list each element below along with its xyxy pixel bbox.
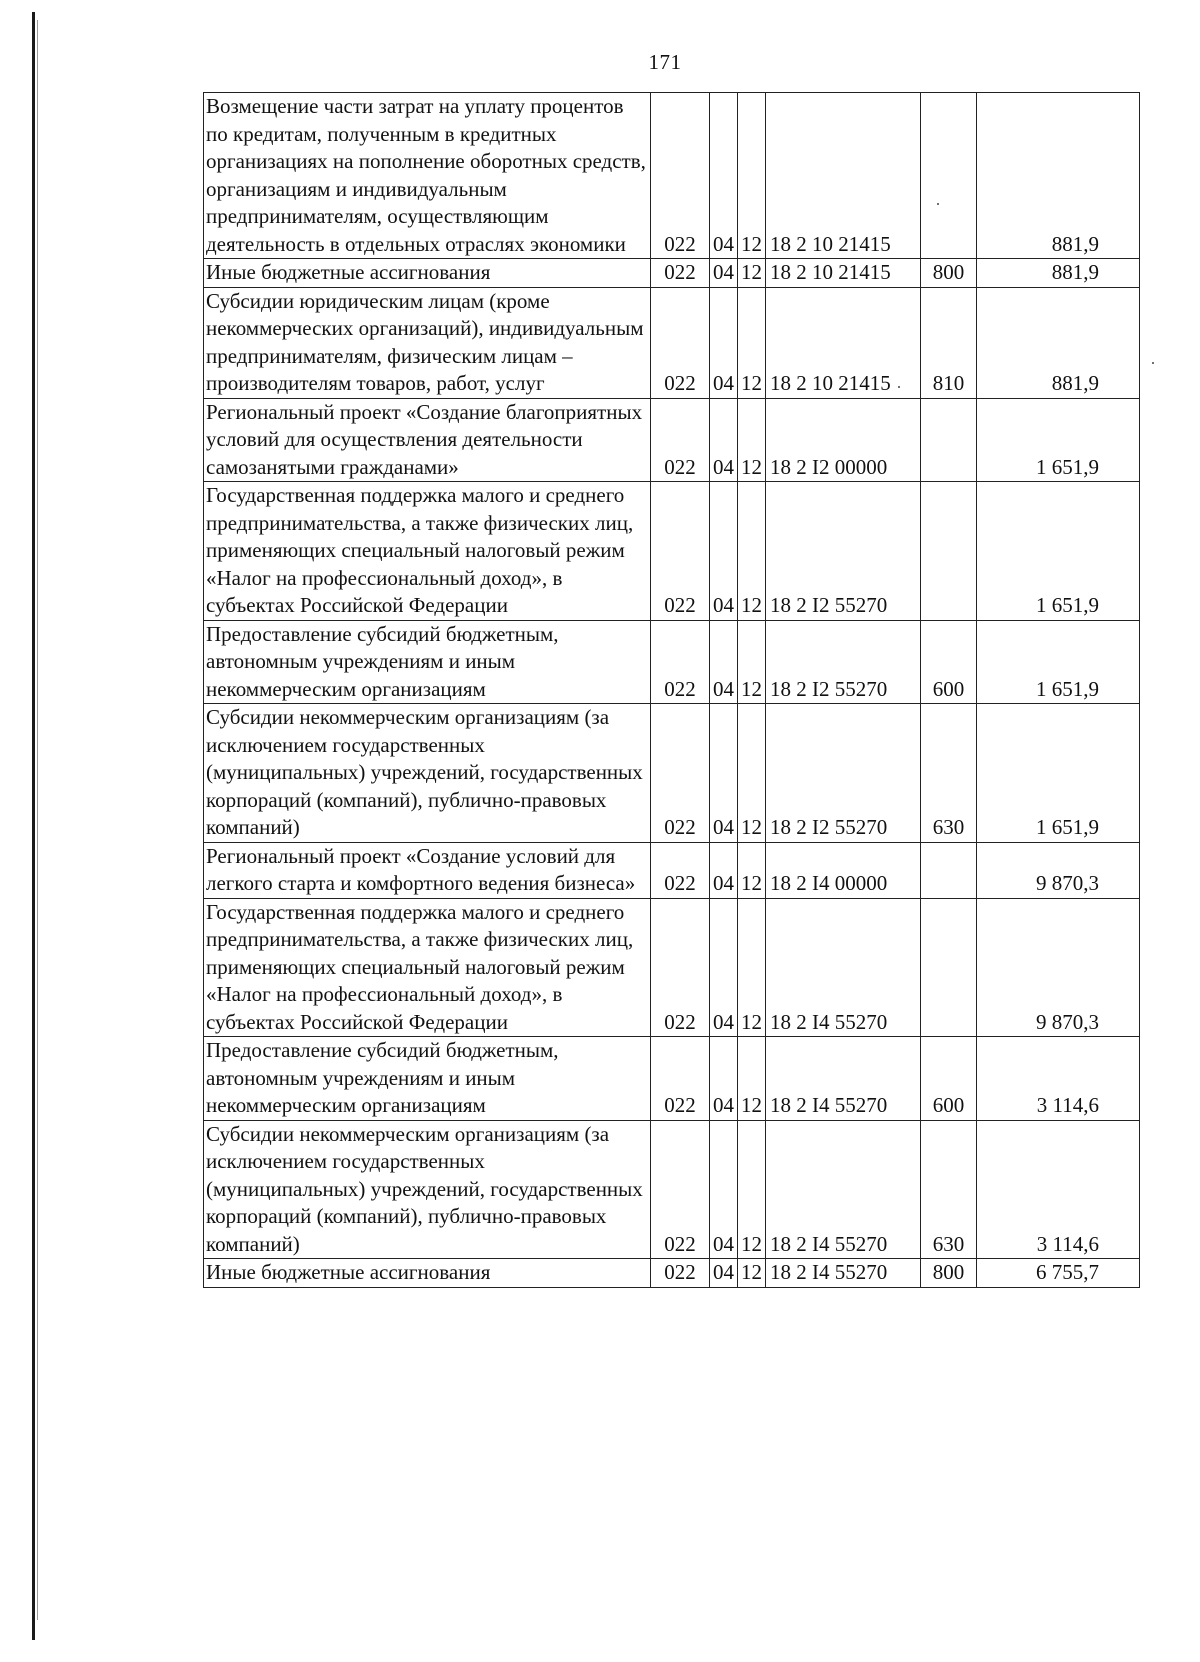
section-code-cell: 04 [710, 1120, 738, 1259]
table-row [204, 1037, 1140, 1121]
row-name-cell: Иные бюджетные ассигнования [204, 1259, 651, 1288]
row-name-cell: Субсидии юридическим лицам (кроме некоммерческих организаций), индивидуальным предпринимателям, физическим лицам – производителям товаров, работ, услуг [204, 287, 651, 398]
department-code-cell: 022 [651, 620, 710, 704]
expense-type-code-cell: 600 [921, 620, 977, 704]
department-code-cell: 022 [651, 1037, 710, 1121]
target-item-code-cell: 18 2 I4 55270 [766, 898, 921, 1037]
table-row [204, 398, 1140, 482]
row-name-cell: Субсидии некоммерческим организациям (за исключением государственных (муниципальных) учреждений, государственных корпораций (компаний), публично-правовых компаний) [204, 1120, 651, 1259]
expense-type-code-cell [921, 898, 977, 1037]
target-item-code-cell: 18 2 I4 55270 [766, 1037, 921, 1121]
section-code-cell: 04 [710, 398, 738, 482]
section-code-cell: 04 [710, 482, 738, 621]
department-code-cell: 022 [651, 398, 710, 482]
table-body [204, 93, 1140, 1288]
target-item-code-cell: 18 2 I4 55270 [766, 1120, 921, 1259]
target-item-code-cell: 18 2 I4 55270 [766, 1259, 921, 1288]
target-item-code-cell: 18 2 I4 00000 [766, 842, 921, 898]
subsection-code-cell: 12 [738, 93, 766, 259]
table-row [204, 704, 1140, 843]
amount-cell: 9 870,3 [977, 898, 1140, 1037]
amount-cell: 3 114,6 [977, 1037, 1140, 1121]
department-code-cell: 022 [651, 898, 710, 1037]
expense-type-code-cell: 800 [921, 259, 977, 288]
expense-type-code-cell [921, 842, 977, 898]
section-code-cell: 04 [710, 704, 738, 843]
target-item-code-cell: 18 2 I2 55270 [766, 620, 921, 704]
subsection-code-cell: 12 [738, 1037, 766, 1121]
target-item-code-cell: 18 2 I2 55270 [766, 482, 921, 621]
row-name-cell: Субсидии некоммерческим организациям (за исключением государственных (муниципальных) учреждений, государственных корпораций (компаний), публично-правовых компаний) [204, 704, 651, 843]
expense-type-code-cell: 800 [921, 1259, 977, 1288]
amount-cell: 9 870,3 [977, 842, 1140, 898]
subsection-code-cell: 12 [738, 398, 766, 482]
target-item-code-cell: 18 2 I2 55270 [766, 704, 921, 843]
expense-type-code-cell [921, 398, 977, 482]
amount-cell: 881,9 [977, 93, 1140, 259]
department-code-cell: 022 [651, 287, 710, 398]
table-row [204, 842, 1140, 898]
table-row [204, 287, 1140, 398]
department-code-cell: 022 [651, 842, 710, 898]
subsection-code-cell: 12 [738, 1259, 766, 1288]
target-item-code-cell: 18 2 10 21415 [766, 93, 921, 259]
section-code-cell: 04 [710, 259, 738, 288]
department-code-cell: 022 [651, 1259, 710, 1288]
binding-edge-shadow [37, 20, 38, 1620]
amount-cell: 3 114,6 [977, 1120, 1140, 1259]
section-code-cell: 04 [710, 93, 738, 259]
expense-type-code-cell: 630 [921, 1120, 977, 1259]
table-row [204, 1120, 1140, 1259]
binding-edge-line [32, 12, 35, 1640]
subsection-code-cell: 12 [738, 482, 766, 621]
expense-type-code-cell [921, 482, 977, 621]
amount-cell: 6 755,7 [977, 1259, 1140, 1288]
amount-cell: 881,9 [977, 287, 1140, 398]
table-row [204, 620, 1140, 704]
section-code-cell: 04 [710, 1037, 738, 1121]
department-code-cell: 022 [651, 1120, 710, 1259]
scan-speck [1152, 362, 1154, 364]
table-row [204, 259, 1140, 288]
row-name-cell: Региональный проект «Создание благоприятных условий для осуществления деятельности самозанятыми гражданами» [204, 398, 651, 482]
subsection-code-cell: 12 [738, 704, 766, 843]
subsection-code-cell: 12 [738, 287, 766, 398]
expense-type-code-cell: 810 [921, 287, 977, 398]
department-code-cell: 022 [651, 93, 710, 259]
amount-cell: 1 651,9 [977, 620, 1140, 704]
expense-type-code-cell: 600 [921, 1037, 977, 1121]
row-name-cell: Иные бюджетные ассигнования [204, 259, 651, 288]
amount-cell: 1 651,9 [977, 482, 1140, 621]
target-item-code-cell: 18 2 10 21415 [766, 259, 921, 288]
subsection-code-cell: 12 [738, 842, 766, 898]
row-name-cell: Возмещение части затрат на уплату процентов по кредитам, полученным в кредитных организациях на пополнение оборотных средств, организациям и индивидуальным предпринимателям, осуществляющим деятельность в отдельных отраслях экономики [204, 93, 651, 259]
expense-type-code-cell [921, 93, 977, 259]
subsection-code-cell: 12 [738, 898, 766, 1037]
table-row [204, 93, 1140, 259]
target-item-code-cell: 18 2 I2 00000 [766, 398, 921, 482]
row-name-cell: Региональный проект «Создание условий для легкого старта и комфортного ведения бизнеса» [204, 842, 651, 898]
section-code-cell: 04 [710, 287, 738, 398]
row-name-cell: Предоставление субсидий бюджетным, автономным учреждениям и иным некоммерческим организациям [204, 1037, 651, 1121]
section-code-cell: 04 [710, 1259, 738, 1288]
row-name-cell: Государственная поддержка малого и среднего предпринимательства, а также физических лиц, применяющих специальный налоговый режим «Налог на профессиональный доход», в субъектах Российской Федерации [204, 898, 651, 1037]
row-name-cell: Предоставление субсидий бюджетным, автономным учреждениям и иным некоммерческим организациям [204, 620, 651, 704]
section-code-cell: 04 [710, 842, 738, 898]
amount-cell: 881,9 [977, 259, 1140, 288]
table-row [204, 1259, 1140, 1288]
department-code-cell: 022 [651, 704, 710, 843]
page-number: 171 [648, 50, 682, 74]
row-name-cell: Государственная поддержка малого и среднего предпринимательства, а также физических лиц, применяющих специальный налоговый режим «Налог на профессиональный доход», в субъектах Российской Федерации [204, 482, 651, 621]
department-code-cell: 022 [651, 259, 710, 288]
table-row [204, 482, 1140, 621]
table-row [204, 898, 1140, 1037]
amount-cell: 1 651,9 [977, 704, 1140, 843]
subsection-code-cell: 12 [738, 620, 766, 704]
amount-cell: 1 651,9 [977, 398, 1140, 482]
department-code-cell: 022 [651, 482, 710, 621]
section-code-cell: 04 [710, 898, 738, 1037]
budget-table [203, 92, 1140, 1288]
subsection-code-cell: 12 [738, 259, 766, 288]
subsection-code-cell: 12 [738, 1120, 766, 1259]
section-code-cell: 04 [710, 620, 738, 704]
expense-type-code-cell: 630 [921, 704, 977, 843]
target-item-code-cell: 18 2 10 21415 [766, 287, 921, 398]
